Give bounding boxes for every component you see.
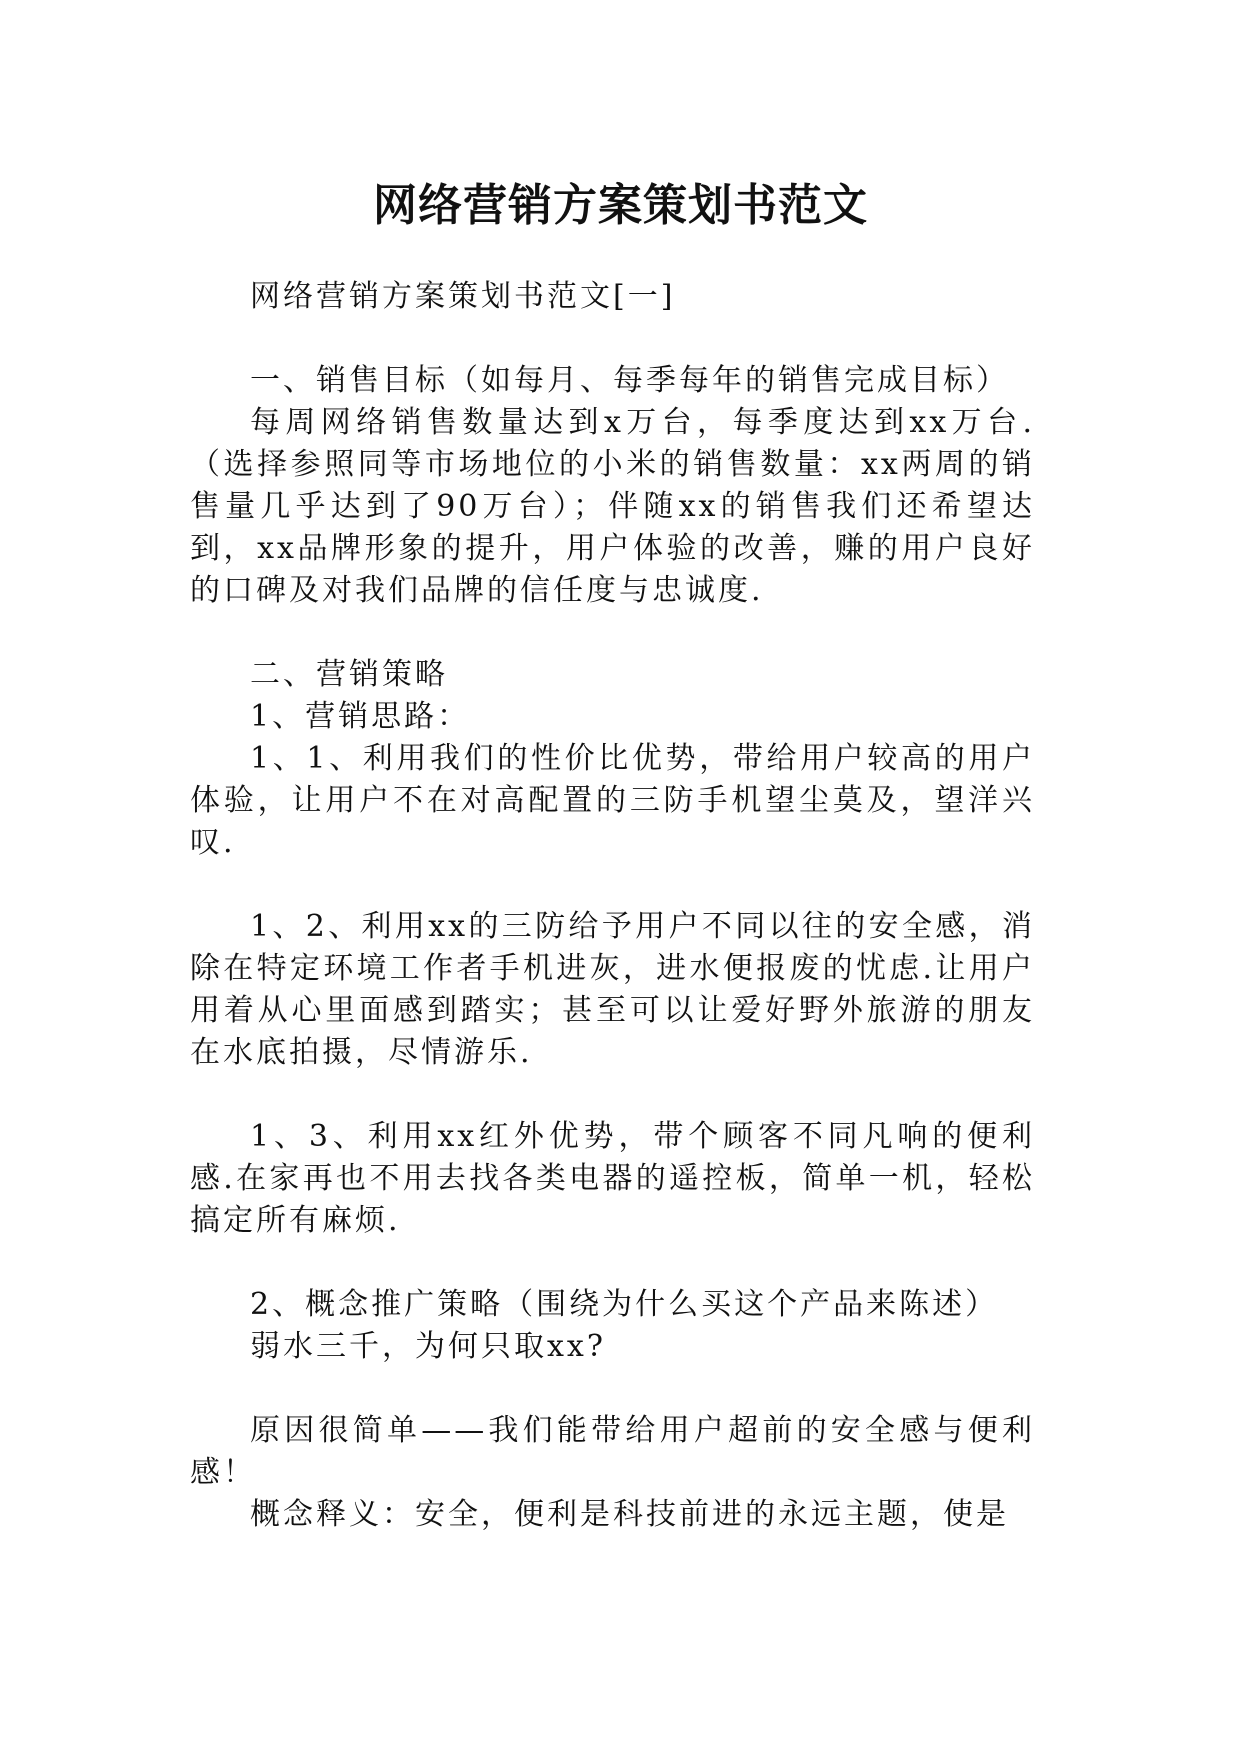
paragraph-gap [190, 1074, 1035, 1116]
section-heading-sales-goal: 一、销售目标（如每月、每季每年的销售完成目标） [250, 363, 1009, 398]
paragraph-gap [190, 318, 1035, 360]
section-heading-plan-one: 网络营销方案策划书范文[一] [250, 279, 676, 314]
section-heading-marketing-strategy: 二、营销策略 [250, 657, 448, 692]
paragraph-gap [190, 1242, 1035, 1284]
paragraph-point-1-3: 1、3、利用xx红外优势，带个顾客不同凡响的便利感.在家再也不用去找各类电器的遥控板，简单一机，轻松搞定所有麻烦. [190, 1119, 1035, 1238]
subheading-concept-promotion: 2、概念推广策略（围绕为什么买这个产品来陈述） [250, 1287, 999, 1322]
paragraph-gap [190, 612, 1035, 654]
paragraph-question: 弱水三千，为何只取xx? [250, 1329, 606, 1364]
paragraph-point-1-1: 1、1、利用我们的性价比优势，带给用户较高的用户体验，让用户不在对高配置的三防手机望尘莫及，望洋兴叹. [190, 741, 1035, 860]
paragraph-sales-goal: 每周网络销售数量达到x万台，每季度达到xx万台.（选择参照同等市场地位的小米的销售数量：xx两周的销售量几乎达到了90万台）；伴随xx的销售我们还希望达到，xx品牌形象的提升，用户体验的改善，赚的用户良好的口碑及对我们品牌的信任度与忠诚度. [190, 405, 1035, 608]
document-title: 网络营销方案策划书范文 [373, 180, 868, 231]
paragraph-gap [190, 1368, 1035, 1410]
paragraph-concept-definition: 概念释义：安全，便利是科技前进的永远主题，使是 [250, 1497, 1009, 1532]
paragraph-point-1-2: 1、2、利用xx的三防给予用户不同以往的安全感，消除在特定环境工作者手机进灰，进水便报废的忧虑.让用户用着从心里面感到踏实；甚至可以让爱好野外旅游的朋友在水底拍摄，尽情游乐. [190, 909, 1035, 1070]
paragraph-reason: 原因很简单——我们能带给用户超前的安全感与便利感！ [190, 1413, 1035, 1490]
subheading-marketing-approach: 1、营销思路： [250, 699, 471, 734]
paragraph-gap [190, 864, 1035, 906]
document-body [190, 276, 1035, 1536]
